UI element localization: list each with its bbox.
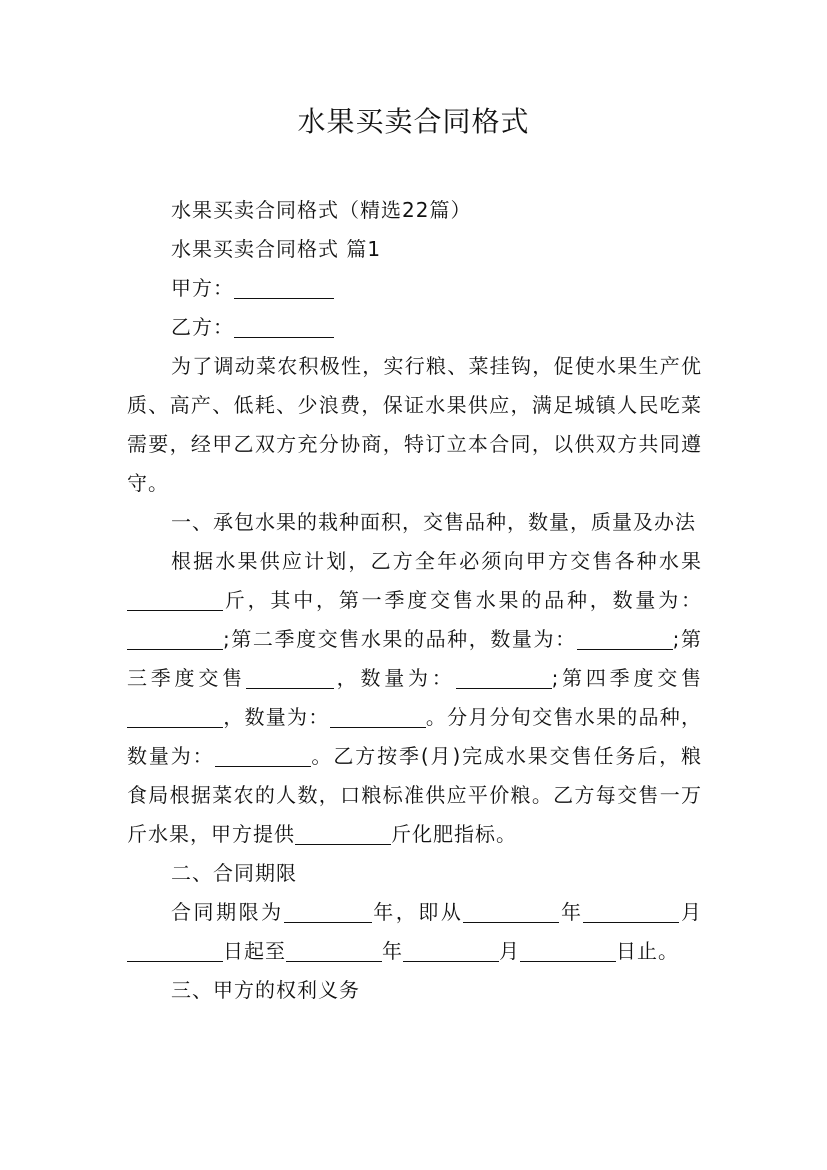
clause2-text-8: 日止。 (616, 939, 679, 963)
clause2-text-7: 月 (499, 939, 520, 963)
clause2-text-3: 年 (559, 900, 584, 924)
clause1-heading: 一、承包水果的栽种面积，交售品种，数量，质量及办法 (171, 510, 696, 534)
clause1-blank-q4-qty (330, 705, 426, 728)
clause2-text-1: 合同期限为 (171, 900, 284, 924)
clause1-blank-q1 (127, 627, 223, 650)
section-heading: 水果买卖合同格式 篇1 (171, 237, 382, 261)
clause2-text-6: 年 (382, 939, 403, 963)
intro-paragraph: 为了调动菜农积极性，实行粮、菜挂钩，促使水果生产优质、高产、低耗、少浪费，保证水果供应，满足城镇人民吃菜需要，经甲乙双方充分协商，特订立本合同，以供双方共同遵守。 (127, 354, 702, 495)
clause2-blank-start-month (583, 900, 679, 923)
clause1-paragraph (127, 542, 702, 854)
party-a-blank (234, 276, 334, 299)
clause2-text-2: 年，即从 (371, 900, 464, 924)
clause2-blank-end-day (520, 939, 616, 962)
party-a-line (127, 269, 702, 308)
clause1-text-7: ，数量为： (223, 705, 330, 729)
clause2-blank-end-year (286, 939, 382, 962)
clause1-blank-q4-item (127, 705, 223, 728)
subtitle: 水果买卖合同格式（精选22篇） (171, 198, 472, 222)
party-b-label: 乙方： (171, 315, 234, 339)
clause1-text-10: 斤化肥指标。 (391, 822, 517, 846)
party-a-label: 甲方： (171, 276, 234, 300)
party-b-line (127, 308, 702, 347)
party-b-blank (234, 315, 334, 338)
clause1-text-4: ;第三季度交售 (127, 627, 702, 690)
clause2-paragraph (127, 893, 702, 971)
clause1-blank-q3-item (246, 666, 334, 689)
clause1-text-5: ，数量为： (333, 666, 456, 690)
clause2-heading: 二、合同期限 (171, 861, 297, 885)
clause2-blank-end-month (403, 939, 499, 962)
clause2-text-5: 日起至 (223, 939, 286, 963)
clause2-blank-start-year (463, 900, 559, 923)
document-title: 水果买卖合同格式 (297, 105, 530, 138)
clause1-text-9: 。乙方按季(月)完成水果交售任务后，粮食局根据菜农的人数，口粮标准供应平价粮。乙方每交售一万斤水果，甲方提供 (127, 744, 702, 846)
clause1-text-3: ;第二季度交售水果的品种，数量为： (223, 627, 577, 651)
clause1-text-8: 。分月分旬交售水果的品种，数量为： (127, 705, 703, 768)
clause1-text-6: ;第四季度交售 (551, 666, 703, 690)
clause3-heading: 三、甲方的权利义务 (171, 978, 360, 1002)
clause1-blank-q3-qty (456, 666, 552, 689)
clause2-blank-start-day (127, 939, 223, 962)
clause2-blank-years (284, 900, 372, 923)
clause1-text-1: 根据水果供应计划，乙方全年必须向甲方交售各种水果 (171, 549, 702, 573)
clause1-text-2: 斤，其中，第一季度交售水果的品种，数量为： (223, 588, 702, 612)
clause1-blank-fertilizer (295, 822, 391, 845)
clause2-text-4: 月 (679, 900, 703, 924)
document-body (127, 191, 702, 1010)
clause1-blank-total (127, 588, 223, 611)
clause1-blank-monthly (215, 744, 311, 767)
clause1-blank-q2 (577, 627, 673, 650)
